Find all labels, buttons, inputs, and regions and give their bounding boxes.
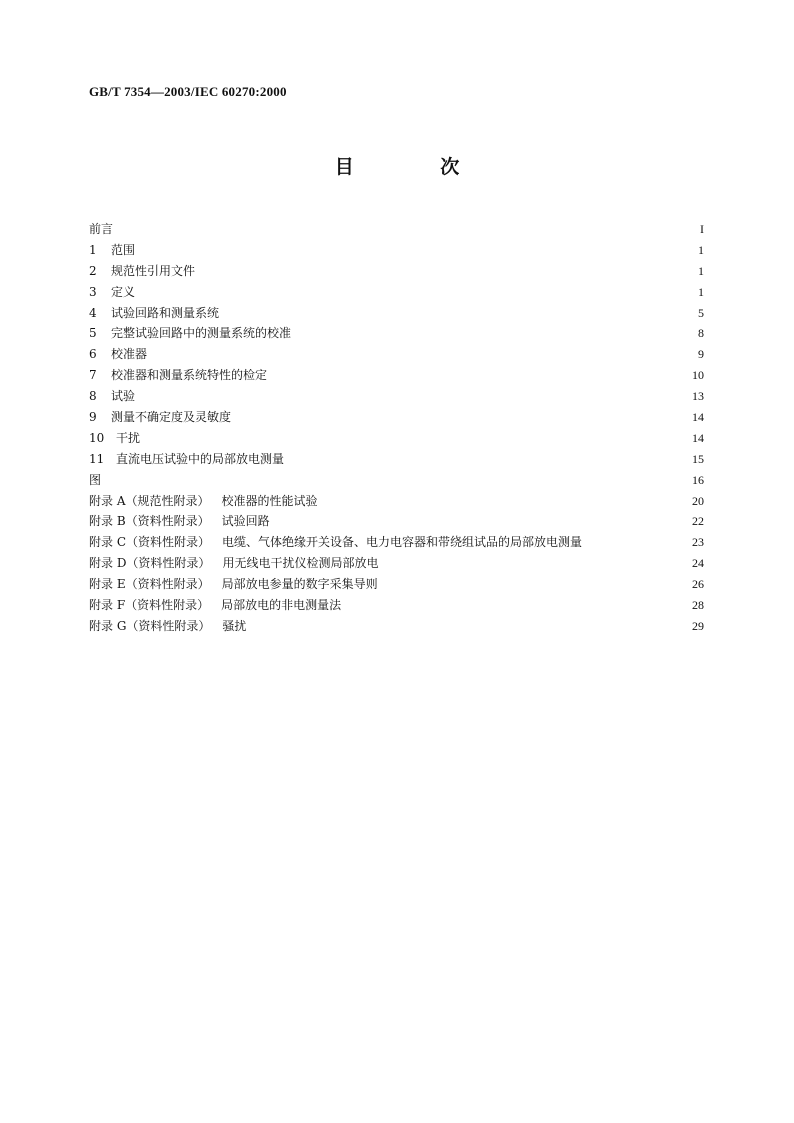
toc-section-number: 2 [89, 263, 97, 278]
toc-label: 局部放电参量的数字采集导则 [221, 577, 378, 592]
toc-page-number: 15 [692, 451, 704, 466]
toc-entry[interactable] [89, 303, 704, 324]
dot-leader [151, 350, 690, 360]
toc-label: 定义 [111, 284, 136, 299]
annex-designation: 附录 G（资料性附录） [89, 618, 211, 633]
toc-entry-annex[interactable] [89, 511, 704, 532]
toc-entry[interactable] [89, 386, 704, 407]
dot-leader [235, 412, 688, 422]
toc-label: 局部放电的非电测量法 [221, 598, 342, 613]
toc-label: 干扰 [116, 430, 141, 445]
toc-label: 试验回路 [221, 514, 270, 529]
toc-page-number: 1 [698, 242, 704, 257]
toc-entry[interactable] [89, 449, 704, 470]
toc-label: 电缆、气体绝缘开关设备、电力电容器和带绕组试品的局部放电测量 [222, 535, 583, 550]
toc-section-number: 3 [89, 284, 97, 299]
toc-page-number: 29 [692, 618, 704, 633]
dot-leader [382, 580, 688, 590]
toc-label: 校准器的性能试验 [221, 493, 318, 508]
toc-section-number: 6 [89, 347, 97, 362]
toc-page-number: 26 [692, 577, 704, 592]
dot-leader [271, 371, 688, 381]
toc-page-number: 10 [692, 368, 704, 383]
toc-label: 测量不确定度及灵敏度 [111, 410, 232, 425]
toc-page-number: 9 [698, 347, 704, 362]
toc-page-number: 24 [692, 556, 704, 571]
dot-leader [322, 496, 689, 506]
toc-entry-annex[interactable] [89, 595, 704, 616]
toc-entry-annex[interactable] [89, 616, 704, 637]
toc-entry[interactable] [89, 323, 704, 344]
toc-section-number: 4 [89, 305, 97, 320]
toc-page-number: 13 [692, 389, 704, 404]
toc-section-number: 7 [89, 368, 97, 383]
annex-designation: 附录 A（规范性附录） [89, 493, 210, 508]
annex-designation: 附录 F（资料性附录） [89, 598, 210, 613]
annex-designation: 附录 C（资料性附录） [89, 535, 210, 550]
toc-label: 前言 [89, 222, 114, 236]
toc-label: 骚扰 [222, 618, 247, 633]
dot-leader [288, 454, 688, 464]
toc-entry[interactable] [89, 344, 704, 365]
toc-entry[interactable] [89, 240, 704, 261]
toc-entry[interactable] [89, 261, 704, 282]
toc-page-number: 14 [692, 430, 704, 445]
toc-section-number: 8 [89, 389, 97, 404]
dot-leader [295, 329, 690, 339]
dot-leader [144, 433, 688, 443]
table-of-contents [89, 219, 704, 637]
toc-label: 图 [89, 472, 102, 487]
dot-leader [117, 224, 690, 234]
dot-leader [139, 287, 690, 297]
toc-entry[interactable] [89, 470, 704, 491]
document-id: GB/T 7354—2003/IEC 60270:2000 [89, 84, 287, 99]
toc-section-number: 10 [89, 430, 105, 445]
dot-leader [345, 600, 688, 610]
toc-section-number: 11 [89, 451, 105, 466]
toc-entry-annex[interactable] [89, 491, 704, 512]
toc-label: 校准器 [111, 347, 148, 362]
toc-page-number: 22 [692, 514, 704, 529]
toc-page-number: 20 [692, 493, 704, 508]
toc-page-number: 8 [698, 326, 704, 341]
dot-leader [223, 308, 690, 318]
toc-page-number: 1 [698, 263, 704, 278]
dot-leader [250, 621, 688, 631]
toc-entry-annex[interactable] [89, 532, 704, 553]
dot-leader [586, 538, 688, 548]
toc-page-number: 16 [692, 472, 704, 487]
toc-label: 完整试验回路中的测量系统的校准 [111, 326, 292, 341]
toc-entry[interactable] [89, 219, 704, 240]
dot-leader [199, 266, 690, 276]
toc-label: 试验回路和测量系统 [111, 305, 220, 320]
annex-designation: 附录 B（资料性附录） [89, 514, 210, 529]
toc-section-number: 5 [89, 326, 97, 341]
annex-designation: 附录 E（资料性附录） [89, 577, 210, 592]
toc-entry-annex[interactable] [89, 553, 704, 574]
toc-page-number: 14 [692, 410, 704, 425]
toc-page-number: I [700, 222, 704, 236]
toc-entry[interactable] [89, 407, 704, 428]
toc-label: 直流电压试验中的局部放电测量 [116, 451, 285, 466]
toc-entry-annex[interactable] [89, 574, 704, 595]
page-title: 目 次 [334, 156, 500, 178]
dot-leader [274, 517, 688, 527]
toc-label: 范围 [111, 242, 136, 257]
toc-page-number: 28 [692, 598, 704, 613]
toc-entry[interactable] [89, 428, 704, 449]
toc-page-number: 1 [698, 284, 704, 299]
annex-designation: 附录 D（资料性附录） [89, 556, 211, 571]
toc-page-number: 5 [698, 305, 704, 320]
dot-leader [139, 392, 688, 402]
toc-section-number: 9 [89, 410, 97, 425]
dot-leader [105, 475, 688, 485]
toc-entry[interactable] [89, 365, 704, 386]
dot-leader [139, 245, 690, 255]
toc-entry[interactable] [89, 282, 704, 303]
toc-page-number: 23 [692, 535, 704, 550]
toc-label: 试验 [111, 389, 136, 404]
dot-leader [382, 559, 688, 569]
toc-label: 规范性引用文件 [111, 263, 196, 278]
toc-section-number: 1 [89, 242, 97, 257]
toc-label: 用无线电干扰仪检测局部放电 [222, 556, 379, 571]
toc-label: 校准器和测量系统特性的检定 [111, 368, 268, 383]
